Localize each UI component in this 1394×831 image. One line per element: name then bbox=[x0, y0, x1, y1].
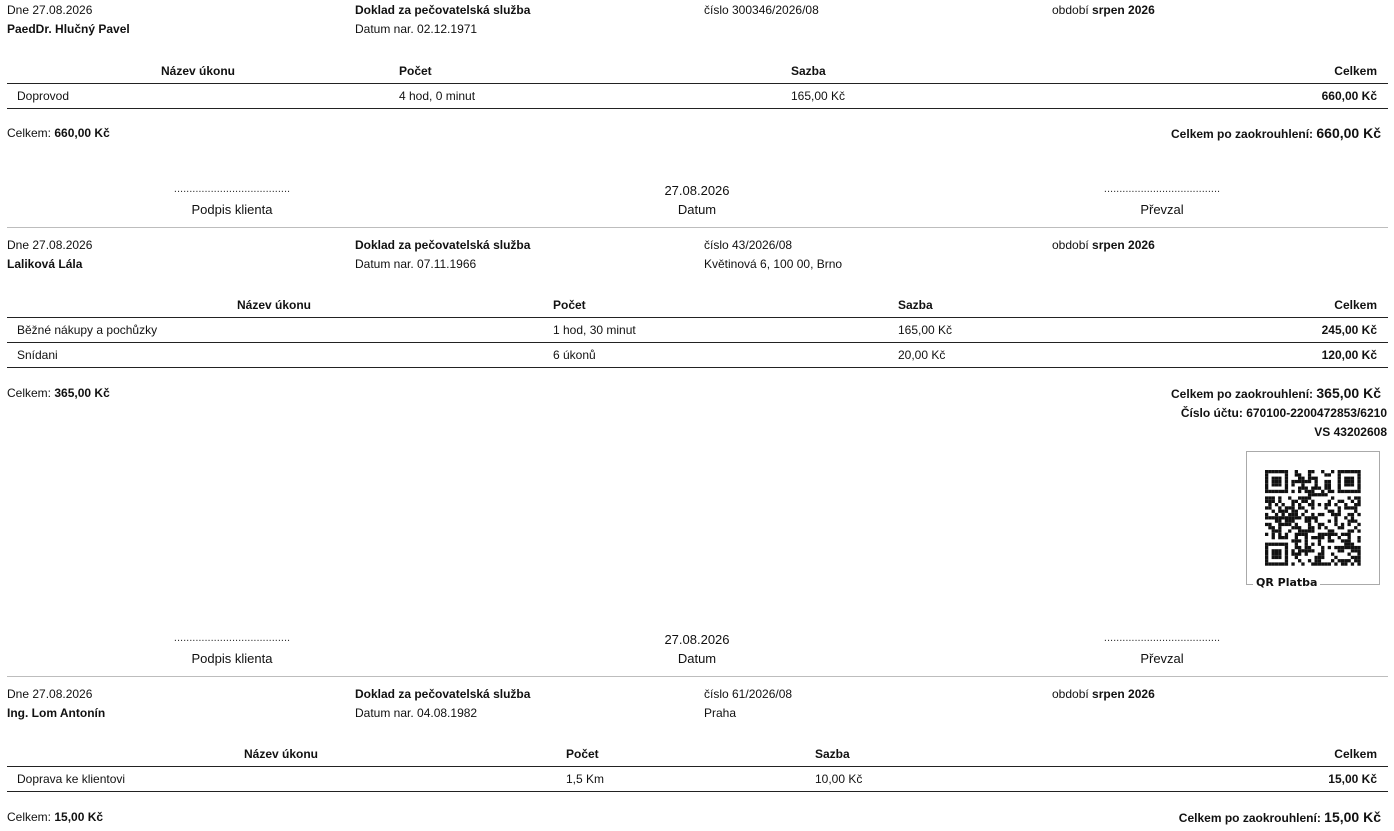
rounded-total-label: Celkem po zaokrouhlení: bbox=[1171, 127, 1314, 141]
col-header-count: Počet bbox=[553, 298, 586, 312]
qr-payment-label: QR Platba bbox=[1253, 576, 1320, 589]
total bbox=[7, 810, 103, 824]
rounded-total-value: 660,00 Kč bbox=[1316, 125, 1381, 141]
signature-date-value: 27.08.2026 bbox=[664, 632, 730, 647]
document-number: číslo 43/2026/08 bbox=[704, 238, 793, 252]
signature-line-client: ...................................... bbox=[173, 632, 291, 644]
document-number: číslo 300346/2026/08 bbox=[704, 3, 819, 17]
col-header-name: Název úkonu bbox=[244, 747, 319, 761]
total-label: Celkem: bbox=[7, 810, 52, 824]
invoice-date: Dne 27.08.2026 bbox=[7, 3, 93, 17]
invoice-date: Dne 27.08.2026 bbox=[7, 238, 93, 252]
signature-received-label: Převzal bbox=[1140, 651, 1184, 666]
rounded-total-value: 365,00 Kč bbox=[1316, 385, 1381, 401]
signature-line-received: ...................................... bbox=[1103, 183, 1221, 195]
document-title: Doklad za pečovatelská služba bbox=[355, 238, 531, 252]
rounded-total bbox=[1179, 809, 1381, 825]
rounded-total-label: Celkem po zaokrouhlení: bbox=[1178, 811, 1321, 825]
qr-code-icon bbox=[1247, 452, 1379, 584]
period-label: období bbox=[1052, 3, 1089, 17]
document-title: Doklad za pečovatelská služba bbox=[355, 3, 531, 17]
col-header-rate: Sazba bbox=[815, 747, 850, 761]
row-count: 4 hod, 0 minut bbox=[399, 89, 476, 103]
row-rate: 20,00 Kč bbox=[898, 348, 946, 362]
rounded-total-label: Celkem po zaokrouhlení: bbox=[1171, 387, 1314, 401]
client-name: Ing. Lom Antonín bbox=[7, 706, 106, 720]
document-number: číslo 61/2026/08 bbox=[704, 687, 793, 701]
table-divider bbox=[7, 83, 1388, 84]
period-value: srpen 2026 bbox=[1092, 3, 1155, 17]
signature-date-label: Datum bbox=[677, 202, 717, 217]
rounded-total-value: 15,00 Kč bbox=[1324, 809, 1381, 825]
table-divider bbox=[7, 766, 1388, 767]
row-total: 660,00 Kč bbox=[1321, 89, 1377, 103]
total-value: 660,00 Kč bbox=[54, 126, 110, 140]
total bbox=[7, 386, 110, 400]
table-divider bbox=[7, 108, 1388, 109]
col-header-name: Název úkonu bbox=[237, 298, 312, 312]
invoice-date: Dne 27.08.2026 bbox=[7, 687, 93, 701]
table-divider bbox=[7, 367, 1388, 368]
signature-date-value: 27.08.2026 bbox=[664, 183, 730, 198]
period bbox=[1052, 238, 1155, 252]
col-header-count: Počet bbox=[399, 64, 432, 78]
signature-date-label: Datum bbox=[677, 651, 717, 666]
birth-date: Datum nar. 04.08.1982 bbox=[355, 706, 478, 720]
col-header-total: Celkem bbox=[1334, 747, 1377, 761]
col-header-count: Počet bbox=[566, 747, 599, 761]
account-number: Číslo účtu: 670100-2200472853/6210 bbox=[1180, 406, 1387, 420]
client-name: Laliková Lála bbox=[7, 257, 83, 271]
period bbox=[1052, 3, 1155, 17]
row-count: 1 hod, 30 minut bbox=[553, 323, 636, 337]
table-divider bbox=[7, 317, 1388, 318]
qr-payment-box bbox=[1246, 451, 1380, 585]
row-count: 6 úkonů bbox=[553, 348, 596, 362]
period-value: srpen 2026 bbox=[1092, 687, 1155, 701]
client-address: Květinová 6, 100 00, Brno bbox=[704, 257, 843, 271]
period-label: období bbox=[1052, 687, 1089, 701]
col-header-name: Název úkonu bbox=[161, 64, 236, 78]
col-header-total: Celkem bbox=[1334, 64, 1377, 78]
row-name: Běžné nákupy a pochůzky bbox=[17, 323, 158, 337]
period bbox=[1052, 687, 1155, 701]
total-label: Celkem: bbox=[7, 126, 52, 140]
total-label: Celkem: bbox=[7, 386, 52, 400]
col-header-total: Celkem bbox=[1334, 298, 1377, 312]
signature-client-label: Podpis klienta bbox=[191, 202, 273, 217]
row-total: 245,00 Kč bbox=[1321, 323, 1377, 337]
birth-date: Datum nar. 07.11.1966 bbox=[355, 257, 477, 271]
col-header-rate: Sazba bbox=[898, 298, 933, 312]
row-rate: 10,00 Kč bbox=[815, 772, 863, 786]
row-rate: 165,00 Kč bbox=[791, 89, 846, 103]
client-address: Praha bbox=[704, 706, 737, 720]
total bbox=[7, 126, 110, 140]
signature-client-label: Podpis klienta bbox=[191, 651, 273, 666]
row-name: Doprovod bbox=[17, 89, 70, 103]
invoice-separator bbox=[7, 676, 1388, 677]
birth-date: Datum nar. 02.12.1971 bbox=[355, 22, 478, 36]
document-title: Doklad za pečovatelská služba bbox=[355, 687, 531, 701]
row-rate: 165,00 Kč bbox=[898, 323, 953, 337]
row-total: 15,00 Kč bbox=[1328, 772, 1377, 786]
col-header-rate: Sazba bbox=[791, 64, 826, 78]
row-name: Doprava ke klientovi bbox=[17, 772, 126, 786]
period-value: srpen 2026 bbox=[1092, 238, 1155, 252]
row-count: 1,5 Km bbox=[566, 772, 605, 786]
total-value: 365,00 Kč bbox=[54, 386, 110, 400]
client-name: PaedDr. Hlučný Pavel bbox=[7, 22, 130, 36]
table-divider bbox=[7, 342, 1388, 343]
row-name: Snídani bbox=[17, 348, 58, 362]
signature-line-client: ...................................... bbox=[173, 183, 291, 195]
invoice-separator bbox=[7, 227, 1388, 228]
row-total: 120,00 Kč bbox=[1321, 348, 1377, 362]
variable-symbol: VS 43202608 bbox=[1314, 425, 1387, 439]
rounded-total bbox=[1171, 385, 1381, 401]
table-divider bbox=[7, 791, 1388, 792]
total-value: 15,00 Kč bbox=[54, 810, 104, 824]
signature-received-label: Převzal bbox=[1140, 202, 1184, 217]
rounded-total bbox=[1171, 125, 1381, 141]
period-label: období bbox=[1052, 238, 1089, 252]
signature-line-received: ...................................... bbox=[1103, 632, 1221, 644]
